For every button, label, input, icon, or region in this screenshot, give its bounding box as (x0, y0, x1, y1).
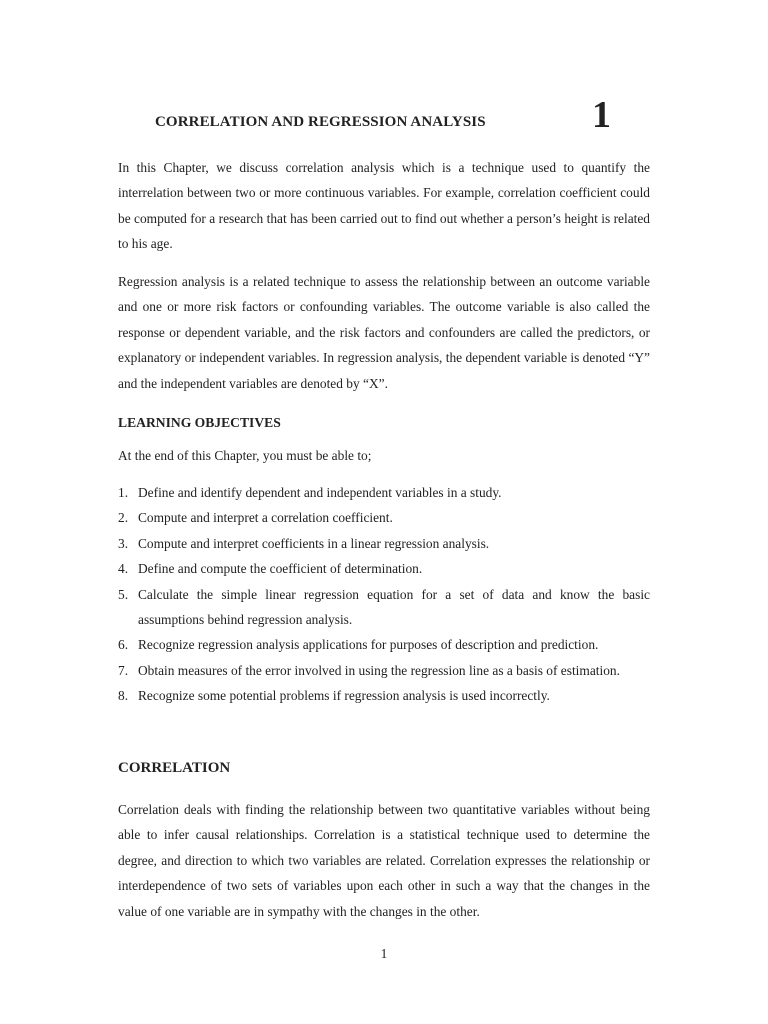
objective-item (118, 632, 650, 657)
objective-text: Calculate the simple linear regression equation for a set of data and know the basic assumptions behind regression analysis. (138, 586, 650, 628)
learning-objectives-list (118, 480, 650, 709)
objective-number: 8. (118, 688, 129, 704)
objective-number: 7. (118, 662, 129, 678)
objective-text: Compute and interpret coefficients in a linear regression analysis. (138, 535, 490, 551)
objective-text: Obtain measures of the error involved in using the regression line as a basis of estimation. (138, 662, 620, 678)
objective-text: Define and identify dependent and independent variables in a study. (138, 485, 502, 500)
learning-objectives-intro: At the end of this Chapter, you must be able to; (118, 448, 372, 463)
objective-number: 6. (118, 637, 129, 653)
correlation-paragraph: Correlation deals with finding the relationship between two quantitative variables without being able to infer causal relationships. Correlation is a statistical technique used to determine the degree, and direction to which two variables are related. Correlation expresses the relationship or interdependence of two sets of variables upon each other in such a way that the changes in the value of one variable are in sympathy with the changes in the other. (118, 802, 650, 919)
objective-number: 2. (118, 510, 129, 526)
objective-number: 1. (118, 485, 129, 500)
objective-number: 5. (118, 586, 129, 602)
objective-item (118, 531, 650, 556)
correlation-heading: CORRELATION (118, 760, 231, 776)
objective-item (118, 683, 650, 708)
learning-objectives-heading: LEARNING OBJECTIVES (118, 415, 281, 430)
objective-text: Recognize regression analysis applications for purposes of description and prediction. (138, 637, 599, 653)
objective-text: Compute and interpret a correlation coefficient. (138, 510, 393, 526)
objective-item (118, 505, 650, 530)
objective-text: Define and compute the coefficient of determination. (138, 561, 423, 577)
chapter-title: CORRELATION AND REGRESSION ANALYSIS (155, 114, 486, 130)
intro-paragraph: In this Chapter, we discuss correlation analysis which is a technique used to quantify the interrelation between two or more continuous variables. For example, correlation coefficient could be computed for a research that has been carried out to find out whether a person’s height is related to his age. (118, 160, 650, 252)
objective-item (118, 658, 650, 683)
objective-item (118, 480, 650, 505)
regression-paragraph: Regression analysis is a related technique to assess the relationship between an outcome variable and one or more risk factors or confounding variables. The outcome variable is also called the response or dependent variable, and the risk factors and confounders are called the predictors, or explanatory or independent variables. In regression analysis, the dependent variable is denoted “Y” and the independent variables are denoted by “X”. (118, 274, 650, 391)
objective-item (118, 556, 650, 581)
objective-number: 4. (118, 561, 129, 577)
objective-item (118, 582, 650, 633)
page-number: 1 (380, 946, 388, 961)
objective-number: 3. (118, 535, 129, 551)
objective-text: Recognize some potential problems if regression analysis is used incorrectly. (138, 688, 550, 704)
chapter-number: 1 (592, 94, 611, 136)
